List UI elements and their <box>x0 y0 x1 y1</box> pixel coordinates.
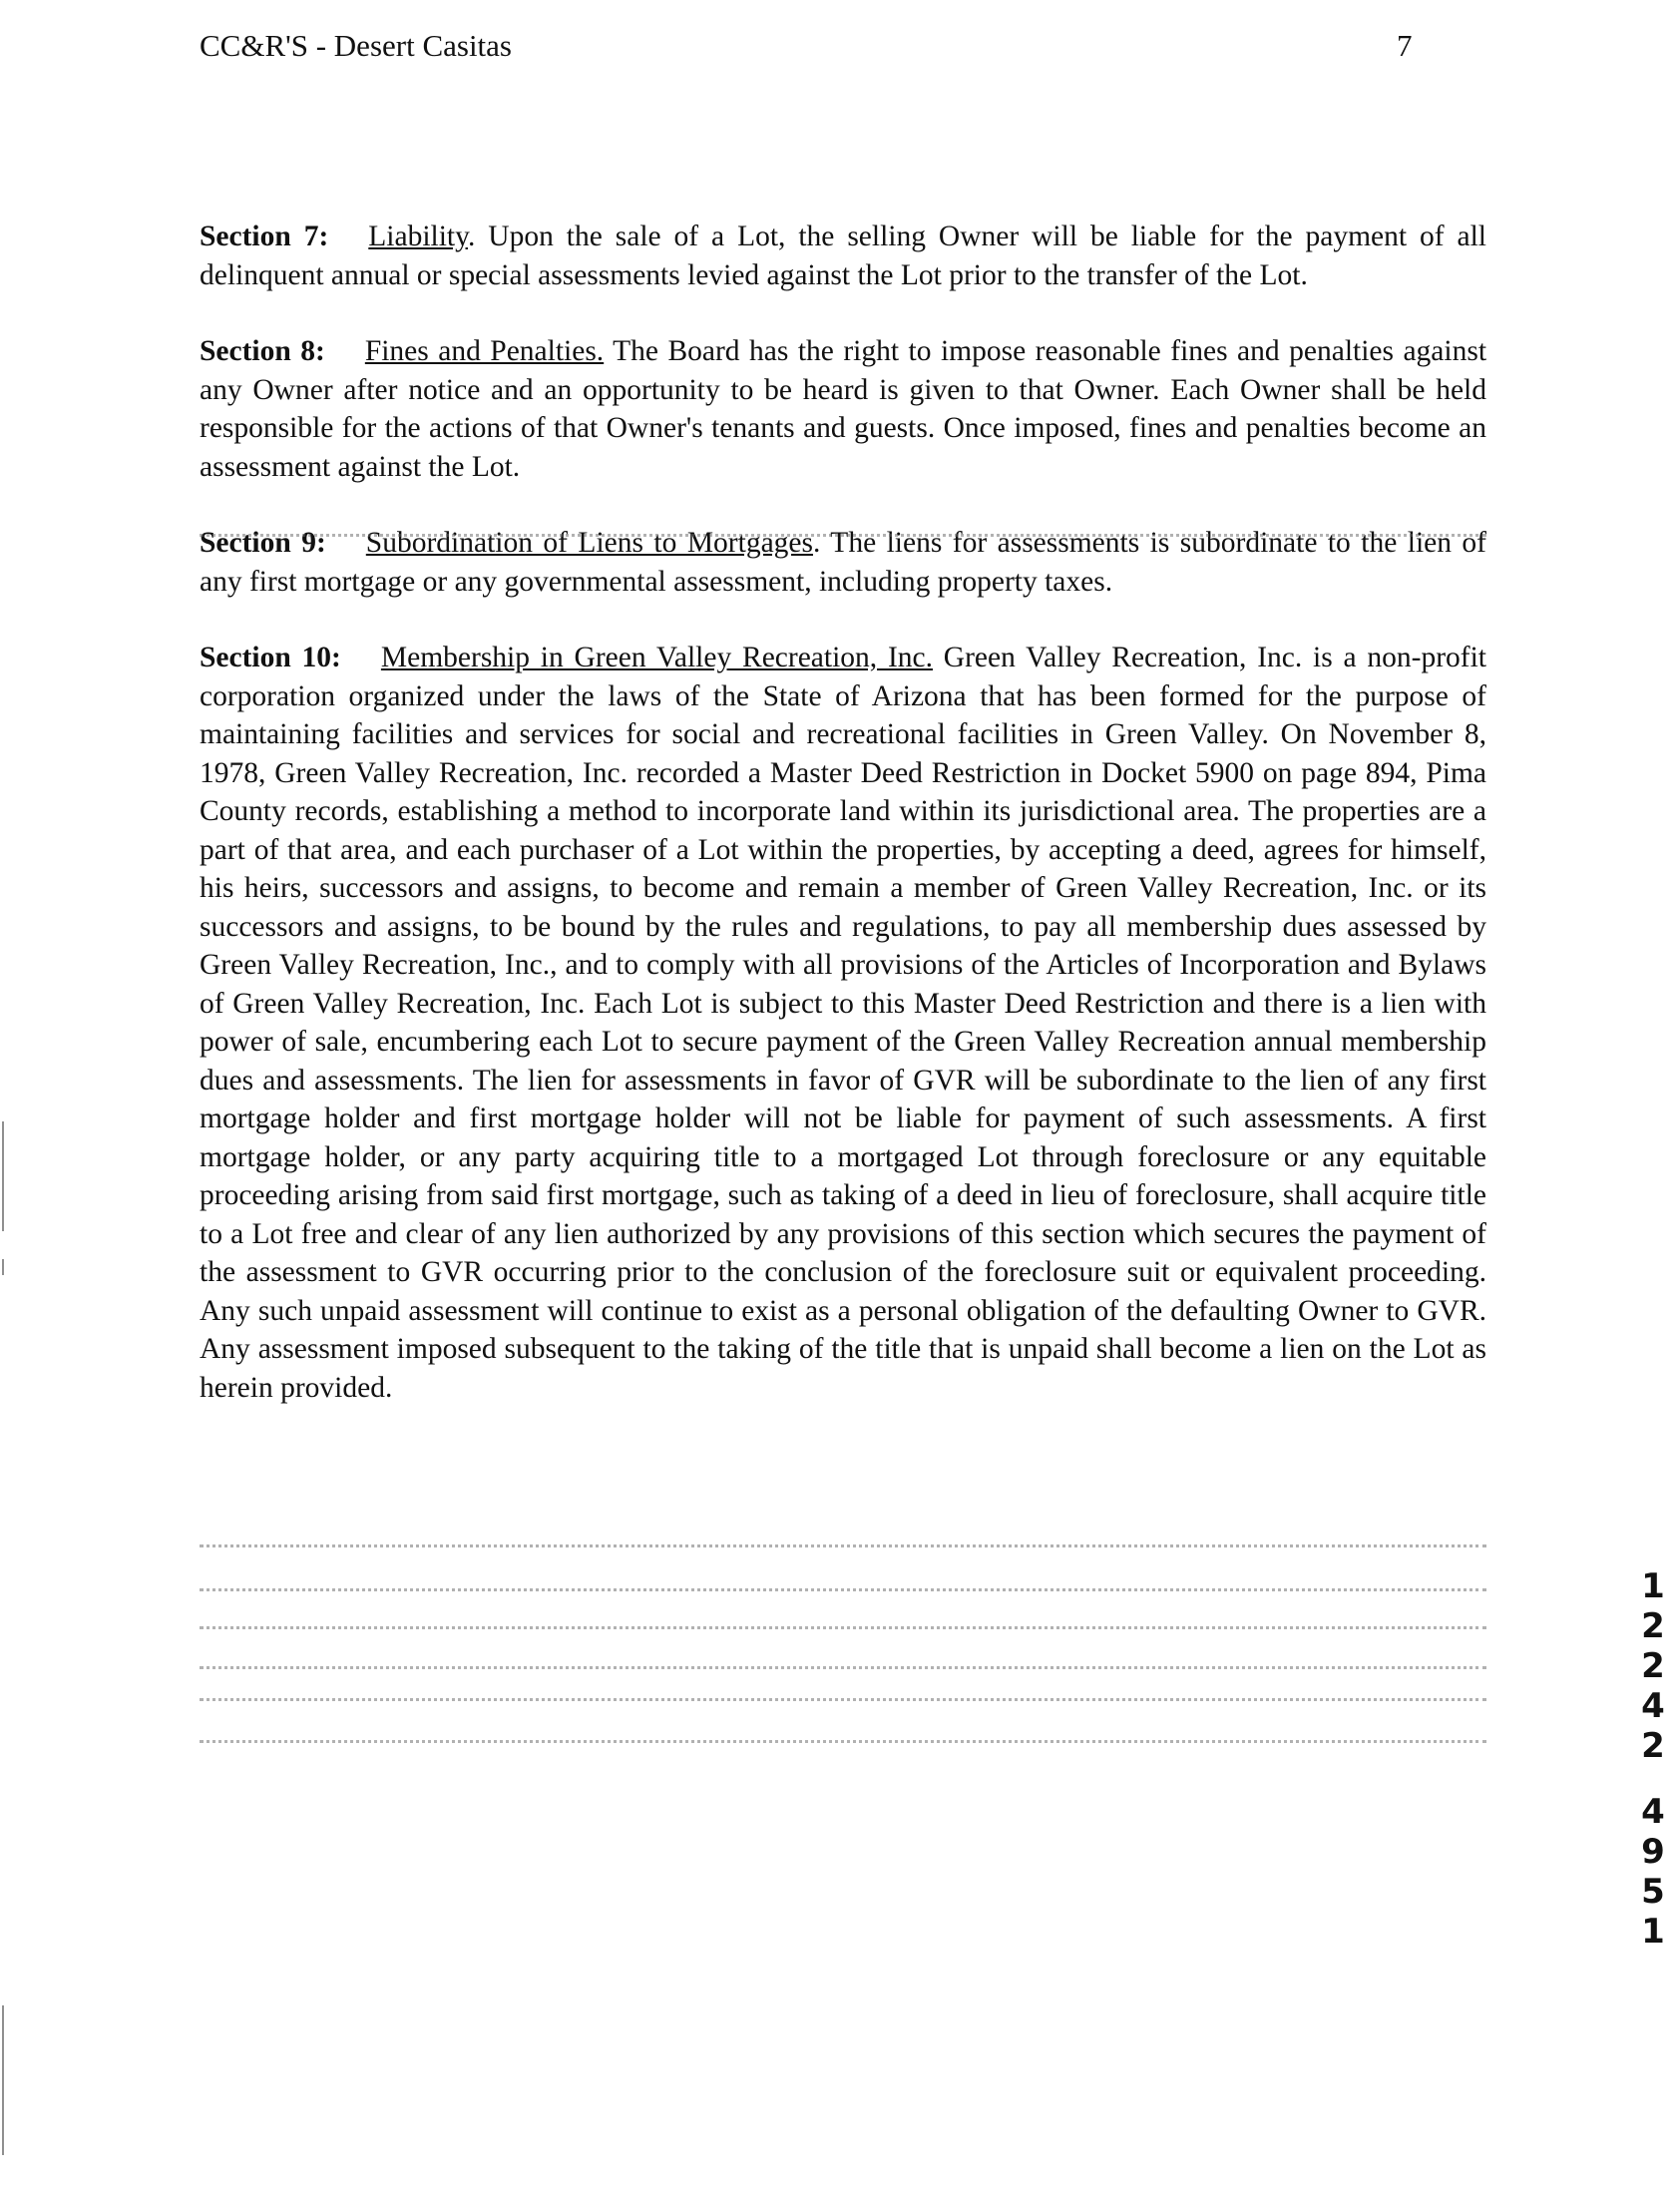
scan-noise <box>200 1698 1486 1703</box>
section-text: . Upon the sale of a Lot, the selling Owner will be liable for the payment of all delinquent annual or special assessments levied against the Lot prior to the transfer of the Lot. <box>200 220 1486 291</box>
margin-scan-mark <box>2 1121 4 1231</box>
scan-noise <box>200 1626 1486 1631</box>
section-7 <box>200 218 1486 294</box>
section-title: Subordination of Liens to Mortgages <box>365 527 813 559</box>
section-title: Liability <box>368 220 468 252</box>
section-text: . The liens for assessments is subordinate to the lien of any first mortgage or any governmental assessment, including property taxes. <box>200 527 1487 598</box>
document-body <box>200 218 1486 1445</box>
doc-number-digit: 1 <box>1641 1566 1665 1606</box>
doc-number-digit: 4 <box>1641 1686 1665 1726</box>
scan-noise <box>200 1544 1486 1549</box>
section-10 <box>200 639 1486 1407</box>
section-8 <box>200 332 1486 486</box>
section-text: Green Valley Recreation, Inc. is a non-profit corporation organized under the laws of the State of Arizona that has been formed for the purpose of maintaining facilities and services for social and recreational facilities in Green Valley. On November 8, 1978, Green Valley Recreation, Inc. recorded a Master Deed Restriction in Docket 5900 on page 894, Pima County records, establishing a method to incorporate land within its jurisdictional area. The properties are a part of that area, and each purchaser of a Lot within the properties, by accepting a deed, agrees for himself, his heirs, successors and assigns, to become and remain a member of Green Valley Recreation, Inc. or its successors and assigns, to be bound by the rules and regulations, to pay all membership dues assessed by Green Valley Recreation, Inc., and to comply with all provisions of the Articles of Incorporation and Bylaws of Green Valley Recreation, Inc. Each Lot is subject to this Master Deed Restriction and there is a lien with power of sale, encumbering each Lot to secure payment of the Green Valley Recreation annual membership dues and assessments. The lien for assessments in favor of GVR will be subordinate to the lien of any first mortgage holder and first mortgage holder will not be liable for payment of such assessments. A first mortgage holder, or any party acquiring title to a mortgaged Lot through foreclosure or any equitable proceeding arising from said first mortgage, such as taking of a deed in lieu of foreclosure, shall acquire title to a Lot free and clear of any lien authorized by any provisions of this section which secures the payment of the assessment to GVR occurring prior to the conclusion of the foreclosure suit or equivalent proceeding. Any such unpaid assessment will continue to exist as a personal obligation of the defaulting Owner to GVR. Any assessment imposed subsequent to the taking of the title that is unpaid shall become a lien on the Lot as herein provided. <box>200 642 1487 1404</box>
scan-noise <box>200 534 1486 539</box>
section-label: Section 10: <box>200 642 341 673</box>
doc-number-digit: 2 <box>1641 1606 1665 1646</box>
scan-noise <box>200 1740 1486 1745</box>
section-label: Section 7: <box>200 220 329 252</box>
margin-scan-mark <box>2 2005 4 2155</box>
margin-scan-mark <box>2 1259 4 1275</box>
section-text: The Board has the right to impose reasonable fines and penalties against any Owner after notice and an opportunity to be heard is given to that Owner. Each Owner shall be held responsible for the actions of that Owner's tenants and guests. Once imposed, fines and penalties become an assessment against the Lot. <box>200 335 1487 483</box>
doc-number-digit: 2 <box>1641 1726 1665 1766</box>
section-title: Membership in Green Valley Recreation, Inc. <box>380 642 933 673</box>
scan-noise <box>200 1666 1486 1671</box>
doc-number-gap <box>1636 1766 1670 1792</box>
document-header-title: CC&R'S - Desert Casitas <box>200 28 512 63</box>
section-label: Section 8: <box>200 335 325 367</box>
scan-noise <box>200 1588 1486 1593</box>
section-title: Fines and Penalties. <box>364 335 605 367</box>
page-number: 7 <box>1397 28 1415 63</box>
doc-number-digit: 4 <box>1641 1792 1665 1832</box>
doc-number-digit: 1 <box>1641 1912 1665 1952</box>
doc-number-digit: 9 <box>1641 1832 1665 1872</box>
recording-document-number <box>1636 1566 1670 1952</box>
doc-number-digit: 2 <box>1641 1646 1665 1686</box>
section-label: Section 9: <box>200 527 326 559</box>
doc-number-digit: 5 <box>1641 1872 1665 1912</box>
